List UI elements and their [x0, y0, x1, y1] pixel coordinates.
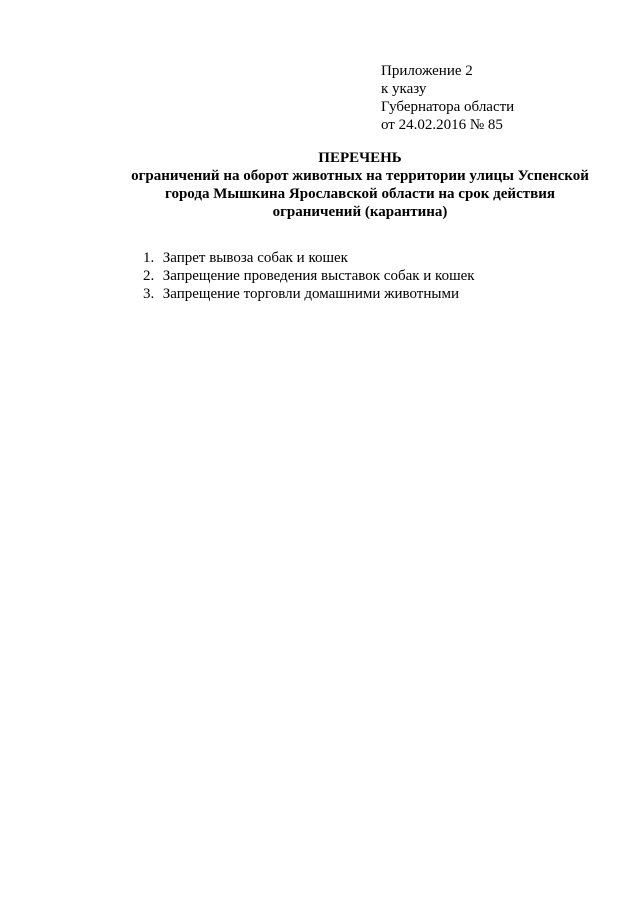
- title-line-1: ограничений на оборот животных на территории улицы Успенской: [131, 168, 589, 184]
- list-item: [143, 285, 475, 303]
- list-item-number: 1.: [143, 250, 155, 266]
- annex-block: [381, 62, 514, 134]
- list-item-number: 3.: [143, 286, 155, 302]
- annex-issuer: Губернатора области: [381, 99, 515, 115]
- list-item: [143, 249, 475, 267]
- list-item-text: Запрет вывоза собак и кошек: [162, 250, 348, 266]
- document-title: [110, 149, 610, 221]
- annex-title: Приложение 2: [381, 63, 473, 79]
- title-line-3: ограничений (карантина): [272, 204, 448, 220]
- title-heading: ПЕРЕЧЕНЬ: [318, 150, 402, 166]
- annex-date-number: от 24.02.2016 № 85: [381, 117, 503, 133]
- list-item-text: Запрещение проведения выставок собак и кошек: [162, 268, 475, 284]
- restrictions-list: [143, 249, 475, 303]
- list-item-number: 2.: [143, 268, 155, 284]
- list-item-text: Запрещение торговли домашними животными: [162, 286, 459, 302]
- annex-decree-ref: к указу: [381, 81, 427, 97]
- title-line-2: города Мышкина Ярославской области на срок действия: [165, 186, 555, 202]
- list-item: [143, 267, 475, 285]
